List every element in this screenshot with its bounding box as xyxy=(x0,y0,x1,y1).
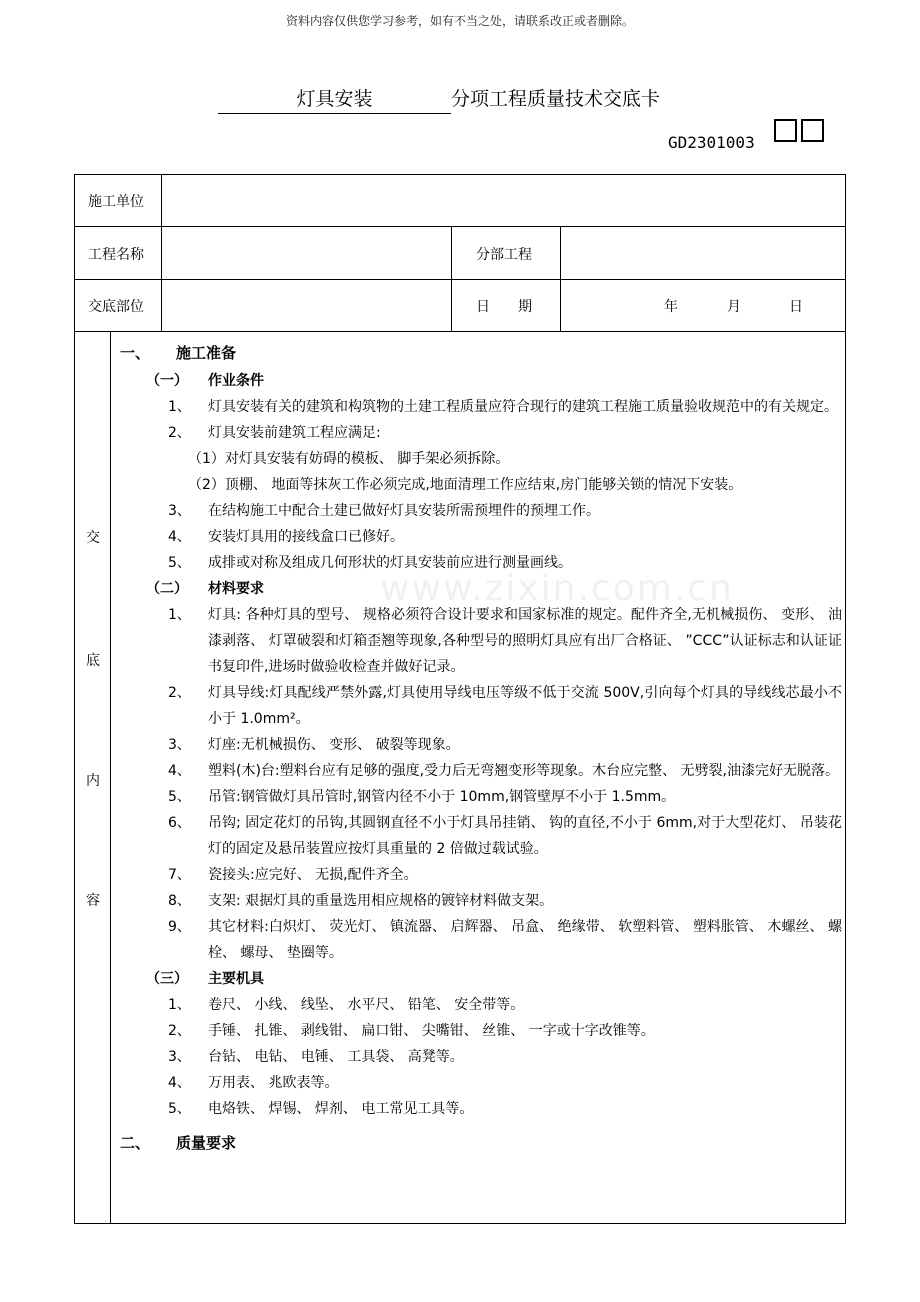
section-heading: 二、 质量要求 xyxy=(120,1134,237,1152)
list-item: 1、 灯具安装有关的建筑和构筑物的土建工程质量应符合现行的建筑工程施工质量验收规范中的有关规定。 xyxy=(168,399,838,415)
subsection-heading: （二） 材料要求 xyxy=(146,581,264,597)
sub-item: （1）对灯具安装有妨碍的模板、 脚手架必须拆除。 xyxy=(188,451,510,467)
list-item: 3、 在结构施工中配合土建已做好灯具安装所需预埋件的预埋工作。 xyxy=(168,503,600,519)
side-label-1: 交 xyxy=(86,530,100,546)
document-code: GD2301003 xyxy=(668,133,755,152)
list-item: 4、 安装灯具用的接线盒口已修好。 xyxy=(168,529,404,545)
list-item: 3、 台钻、 电钻、 电锤、 工具袋、 高凳等。 xyxy=(168,1049,464,1065)
document-title xyxy=(218,84,660,114)
side-label-2: 底 xyxy=(86,653,100,669)
list-item: 5、 吊管:钢管做灯具吊管时,钢管内径不小于 10mm,钢管壁厚不小于 1.5mm。 xyxy=(168,789,676,805)
side-label-3: 内 xyxy=(86,773,100,789)
watermark: www.zixin.com.cn xyxy=(380,568,734,609)
title-item: 灯具安装 xyxy=(218,84,451,114)
list-item: 7、 瓷接头:应完好、 无损,配件齐全。 xyxy=(168,867,418,883)
checkbox-2[interactable] xyxy=(801,119,824,142)
list-item: 2、 灯具导线:灯具配线严禁外露,灯具使用导线电压等级不低于交流 500V,引向每个灯具的导线线芯最小不小于 1.0mm²。 xyxy=(168,685,842,727)
list-item: 9、 其它材料:白炽灯、 荧光灯、 镇流器、 启辉器、 吊盒、 绝缘带、 软塑料管、 塑料胀管、 木螺丝、 螺栓、 螺母、 垫圈等。 xyxy=(168,919,842,961)
list-item: 8、 支架: 艰据灯具的重量选用相应规格的镀锌材料做支架。 xyxy=(168,893,554,909)
list-item: 6、 吊钩; 固定花灯的吊钩,其圆钢直径不小于灯具吊挂销、 钩的直径,不小于 6mm,对于大型花灯、 吊装花灯的固定及悬吊装置应按灯具重量的 2 倍做过载试验。 xyxy=(168,815,842,857)
list-item: 5、 电烙铁、 焊锡、 焊剂、 电工常见工具等。 xyxy=(168,1101,474,1117)
list-item: 4、 塑料(木)台:塑料台应有足够的强度,受力后无弯翘变形等现象。木台应完整、 无劈裂,油漆完好无脱落。 xyxy=(168,763,839,779)
list-item: 2、 手锤、 扎锥、 剥线钳、 扁口钳、 尖嘴钳、 丝锥、 一字或十字改锥等。 xyxy=(168,1023,655,1039)
division-label: 分部工程 xyxy=(476,247,532,263)
list-item: 2、 灯具安装前建筑工程应满足: xyxy=(168,425,381,441)
project-label: 工程名称 xyxy=(88,247,144,263)
list-item: 3、 灯座:无机械损伤、 变形、 破裂等现象。 xyxy=(168,737,460,753)
subsection-heading: （三） 主要机具 xyxy=(146,971,264,987)
checkbox-1[interactable] xyxy=(774,119,797,142)
title-suffix: 分项工程质量技术交底卡 xyxy=(451,88,661,110)
unit-label: 施工单位 xyxy=(88,194,144,210)
date-label: 日 期 xyxy=(476,299,532,315)
top-note: 资料内容仅供您学习参考，如有不当之处，请联系改正或者删除。 xyxy=(285,14,634,28)
subsection-heading: （一） 作业条件 xyxy=(146,373,264,389)
date-year: 年 xyxy=(664,299,678,315)
list-item: 5、 成排或对称及组成几何形状的灯具安装前应进行测量画线。 xyxy=(168,555,572,571)
part-label: 交底部位 xyxy=(88,299,144,315)
sub-item: （2）顶棚、 地面等抹灰工作必须完成,地面清理工作应结束,房门能够关锁的情况下安装。 xyxy=(188,477,743,493)
disclosure-content xyxy=(120,340,842,1158)
section-heading: 一、 施工准备 xyxy=(120,344,237,362)
date-day: 日 xyxy=(789,299,803,315)
list-item: 1、 卷尺、 小线、 线坠、 水平尺、 铅笔、 安全带等。 xyxy=(168,997,525,1013)
side-label-4: 容 xyxy=(86,893,100,909)
date-month: 月 xyxy=(727,299,741,315)
list-item: 1、 灯具: 各种灯具的型号、 规格必须符合设计要求和国家标准的规定。配件齐全,无机械损伤、 变形、 油漆剥落、 灯罩破裂和灯箱歪翘等现象,各种型号的照明灯具应有出厂合格证、 ”CCC”认证标志和认证证书复印件,进场时做验收检查并做好记录。 xyxy=(168,607,842,675)
list-item: 4、 万用表、 兆欧表等。 xyxy=(168,1075,339,1091)
